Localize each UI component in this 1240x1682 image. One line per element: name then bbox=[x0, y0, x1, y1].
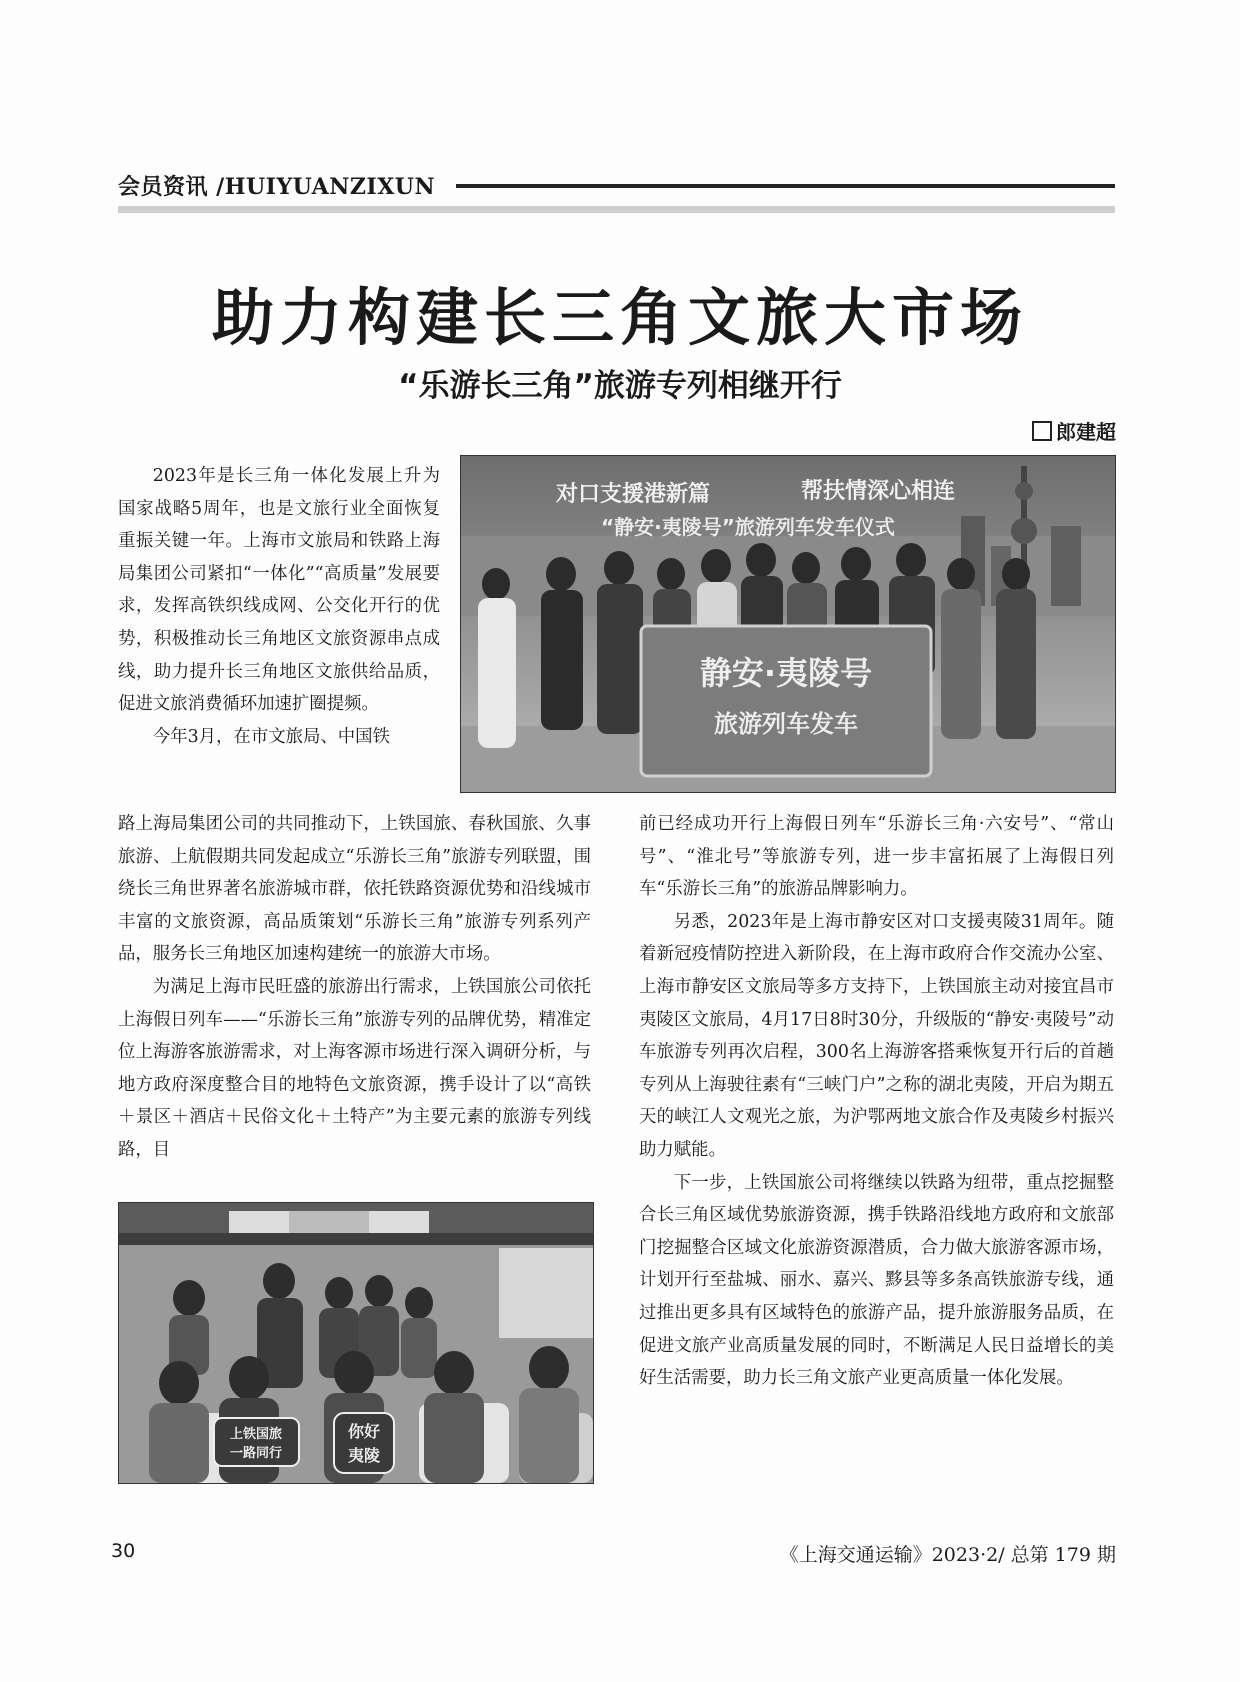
section-header bbox=[118, 170, 1115, 210]
paragraph-5: 下一步，上铁国旅公司将继续以铁路为纽带，重点挖掘整合长三角区域优势旅游资源，携手铁路沿线地方政府和文旅部门挖掘整合区域文化旅游资源潜质，合力做大旅游客源市场，计划开行至盐城、丽水、嘉兴、黟县等多条高铁旅游专线，通过推出更多具有区域特色的旅游产品，提升旅游服务品质，在促进文旅产业高质量发展的同时，不断满足人民日益增长的美好生活需要，助力长三角文旅产业更高质量一体化发展。 bbox=[639, 1172, 1114, 1389]
banner-text-left: 对口支援港新篇 bbox=[556, 482, 711, 507]
section-label: 会员资讯 /HUIYUANZIXUN bbox=[118, 174, 436, 200]
left-column bbox=[118, 808, 591, 1167]
sign-left-line2: 一路同行 bbox=[229, 1446, 283, 1461]
paragraph-4: 另悉，2023年是上海市静安区对口支援夷陵31周年。随着新冠疫情防控进入新阶段，在上海市政府合作交流办公室、上海市静安区文旅局等多方支持下，上铁国旅主动对接宜昌市夷陵区文旅局，4月17日8时30分，升级版的“静安·夷陵号”动车旅游专列再次启程，300名上海游客搭乘恢复开行后的首趟专列从上海驶往素有“三峡门户”之称的湖北夷陵，开启为期五天的峡江人文观光之旅，为沪鄂两地文旅合作及夷陵乡村振兴助力赋能。 bbox=[639, 911, 1114, 1160]
header-rule bbox=[456, 184, 1115, 188]
board-title: 静安·夷陵号 bbox=[699, 654, 873, 692]
sign-right-line2: 夷陵 bbox=[347, 1446, 381, 1465]
paragraph-3-continued: 前已经成功开行上海假日列车“乐游长三角·六安号”、“常山号”、“淮北号”等旅游专列，进一步丰富拓展了上海假日列车“乐游长三角”的旅游品牌影响力。 bbox=[639, 814, 1114, 900]
paragraph-2-rest: 路上海局集团公司的共同推动下，上铁国旅、春秋国旅、久事旅游、上航假期共同发起成立“乐游长三角”旅游专列联盟，围绕长三角世界著名旅游城市群，依托铁路资源优势和沿线城市丰富的文旅资源，高品质策划“乐游长三角”旅游专列系列产品，服务长三角地区加速构建统一的旅游大市场。 bbox=[118, 814, 591, 965]
paragraph-1: 2023年是长三角一体化发展上升为国家战略5周年，也是文旅行业全面恢复重振关键一年。上海市文旅局和铁路上海局集团公司紧扣“一体化”“高质量”发展要求，发挥高铁织线成网、公交化开行的优势，积极推动长三角地区文旅资源串点成线，助力提升长三角地区文旅供给品质，促进文旅消费循环加速扩圈提频。 bbox=[118, 466, 440, 715]
intro-column bbox=[118, 460, 440, 753]
banner-text-right: 帮扶情深心相连 bbox=[801, 479, 956, 504]
right-column bbox=[639, 808, 1114, 1395]
ceremony-photo bbox=[460, 455, 1116, 793]
sign-left-line1: 上铁国旅 bbox=[229, 1427, 283, 1442]
article-title: 助力构建长三角文旅大市场 bbox=[211, 281, 1028, 354]
author-byline bbox=[1032, 416, 1116, 445]
journal-info: 《上海交通运输》2023·2/ 总第 179 期 bbox=[779, 1544, 1116, 1566]
banner-text-ceremony: “静安·夷陵号”旅游列车发车仪式 bbox=[601, 515, 895, 539]
page-number: 30 bbox=[111, 1540, 136, 1562]
byline-box-icon bbox=[1032, 421, 1052, 441]
article-subtitle: “乐游长三角”旅游专列相继开行 bbox=[398, 368, 842, 404]
author-name: 郎建超 bbox=[1056, 420, 1116, 444]
paragraph-2-start: 今年3月，在市文旅局、中国铁 bbox=[152, 726, 390, 747]
paragraph-3: 为满足上海市民旺盛的旅游出行需求，上铁国旅公司依托上海假日列车——“乐游长三角”旅游专列的品牌优势，精准定位上海游客旅游需求，对上海客源市场进行深入调研分析，与地方政府深度整合目的地特色文旅资源，携手设计了以“高铁＋景区＋酒店＋民俗文化＋土特产”为主要元素的旅游专列线路，目 bbox=[118, 976, 591, 1160]
board-subtitle: 旅游列车发车 bbox=[714, 710, 858, 738]
sign-right-line1: 你好 bbox=[347, 1422, 381, 1441]
header-band bbox=[118, 206, 1115, 213]
train-photo bbox=[118, 1202, 594, 1484]
